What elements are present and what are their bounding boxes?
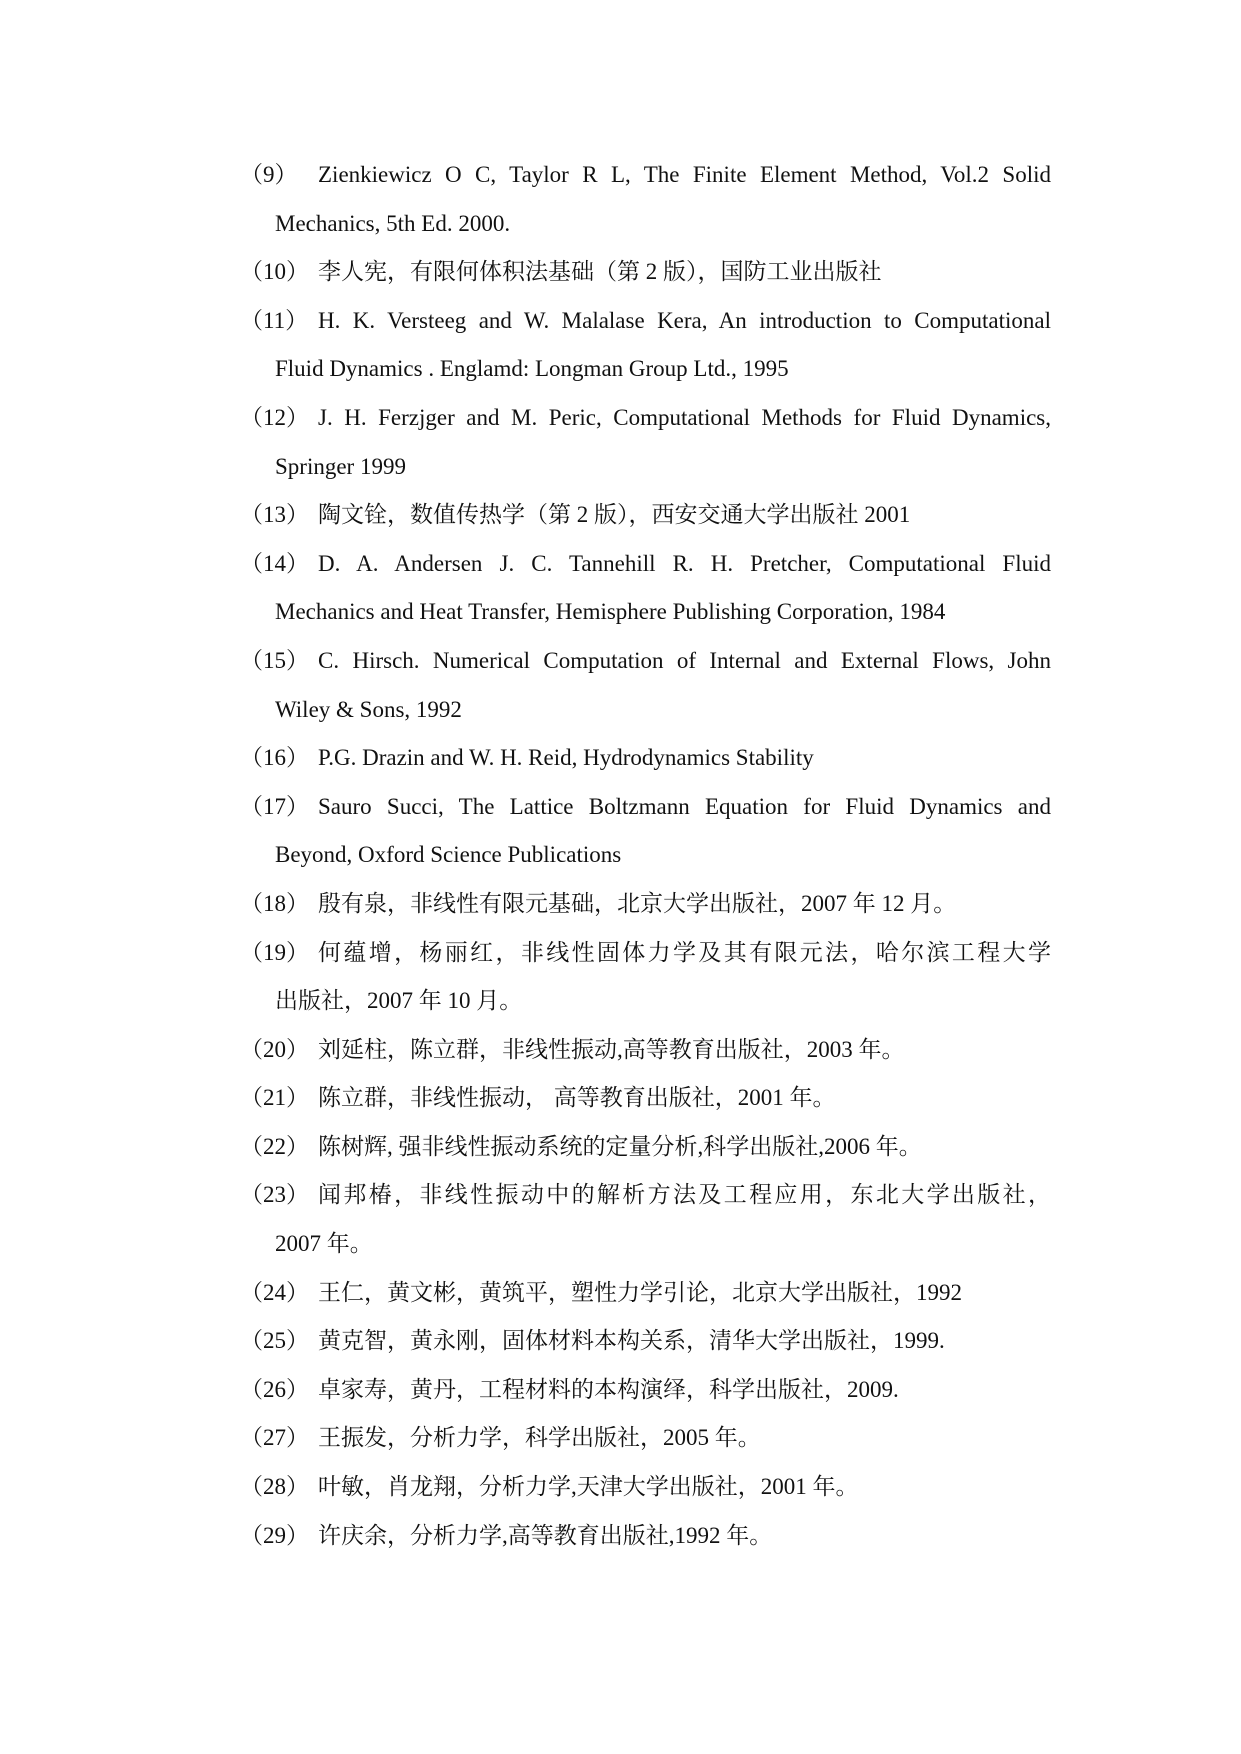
- reference-text: J. H. Ferzjger and M. Peric, Computational Methods for Fluid Dynamics,: [318, 404, 1051, 430]
- reference-entry: [240, 151, 1051, 248]
- reference-number: （18）: [240, 890, 309, 916]
- reference-text-continuation: Wiley & Sons, 1992: [275, 696, 462, 722]
- reference-text-continuation: Beyond, Oxford Science Publications: [275, 842, 622, 868]
- reference-number: （12）: [240, 404, 309, 430]
- reference-entry: [240, 394, 1051, 491]
- reference-text: H. K. Versteeg and W. Malalase Kera, An introduction to Computational: [318, 307, 1051, 333]
- reference-text: 殷有泉，非线性有限元基础，北京大学出版社，2007 年 12 月。: [318, 890, 957, 916]
- reference-text: D. A. Andersen J. C. Tannehill R. H. Pretcher, Computational Fluid: [318, 550, 1051, 576]
- reference-number: （14）: [240, 550, 309, 576]
- reference-text: 李人宪，有限何体积法基础（第 2 版），国防工业出版社: [318, 259, 882, 285]
- reference-entry: [240, 297, 1051, 394]
- reference-number: （10）: [240, 259, 309, 285]
- reference-text-continuation: Mechanics, 5th Ed. 2000.: [275, 210, 511, 236]
- reference-entry: [240, 1026, 1051, 1075]
- reference-entry: [240, 637, 1051, 734]
- reference-entry: [240, 1074, 1051, 1123]
- reference-text: 陈树辉, 强非线性振动系统的定量分析,科学出版社,2006 年。: [318, 1133, 922, 1159]
- reference-list: [240, 151, 1051, 1560]
- reference-number: （22）: [240, 1133, 309, 1159]
- reference-entry: [240, 1366, 1051, 1415]
- reference-number: （23）: [240, 1182, 309, 1208]
- reference-number: （19）: [240, 939, 309, 965]
- reference-text: 许庆余，分析力学,高等教育出版社,1992 年。: [318, 1522, 773, 1548]
- reference-entry: [240, 929, 1051, 1026]
- reference-text: 何蕴增，杨丽红，非线性固体力学及其有限元法，哈尔滨工程大学: [318, 939, 1051, 965]
- reference-number: （13）: [240, 502, 309, 528]
- reference-entry: [240, 1414, 1051, 1463]
- reference-text: C. Hirsch. Numerical Computation of Internal and External Flows, John: [318, 647, 1051, 673]
- reference-text-continuation: 2007 年。: [275, 1231, 373, 1257]
- reference-text: 黄克智，黄永刚，固体材料本构关系，清华大学出版社，1999.: [318, 1328, 945, 1354]
- reference-text-continuation: Fluid Dynamics . Englamd: Longman Group Ltd., 1995: [275, 356, 789, 382]
- reference-number: （21）: [240, 1085, 309, 1111]
- reference-number: （28）: [240, 1474, 309, 1500]
- reference-number: （20）: [240, 1036, 309, 1062]
- reference-entry: [240, 1317, 1051, 1366]
- reference-number: （15）: [240, 647, 309, 673]
- reference-entry: [240, 1512, 1051, 1561]
- reference-text: 王振发，分析力学，科学出版社，2005 年。: [318, 1425, 761, 1451]
- reference-entry: [240, 491, 1051, 540]
- reference-number: （17）: [240, 793, 309, 819]
- reference-entry: [240, 1269, 1051, 1318]
- reference-entry: [240, 1123, 1051, 1172]
- reference-text: 王仁，黄文彬，黄筑平，塑性力学引论，北京大学出版社，1992: [318, 1279, 962, 1305]
- reference-entry: [240, 783, 1051, 880]
- reference-text-continuation: Mechanics and Heat Transfer, Hemisphere Publishing Corporation, 1984: [275, 599, 946, 625]
- reference-number: （9）: [240, 162, 298, 187]
- reference-number: （16）: [240, 745, 309, 771]
- reference-text: 卓家寿，黄丹，工程材料的本构演绎，科学出版社，2009.: [318, 1376, 899, 1402]
- reference-entry: [240, 248, 1051, 297]
- reference-text: P.G. Drazin and W. H. Reid, Hydrodynamics Stability: [318, 745, 814, 771]
- reference-entry: [240, 880, 1051, 929]
- reference-number: （24）: [240, 1279, 309, 1305]
- reference-entry: [240, 1171, 1051, 1268]
- reference-text: 刘延柱，陈立群，非线性振动,高等教育出版社，2003 年。: [318, 1036, 905, 1062]
- reference-entry: [240, 734, 1051, 783]
- reference-entry: [240, 540, 1051, 637]
- reference-text: 叶敏，肖龙翔，分析力学,天津大学出版社，2001 年。: [318, 1474, 859, 1500]
- reference-number: （11）: [240, 307, 309, 333]
- reference-text: 陈立群，非线性振动， 高等教育出版社，2001 年。: [318, 1085, 836, 1111]
- reference-text: Zienkiewicz O C, Taylor R L, The Finite Element Method, Vol.2 Solid: [318, 162, 1051, 187]
- reference-text-continuation: 出版社，2007 年 10 月。: [275, 988, 523, 1014]
- reference-number: （25）: [240, 1328, 309, 1354]
- reference-text: Sauro Succi, The Lattice Boltzmann Equation for Fluid Dynamics and: [318, 793, 1051, 819]
- reference-entry: [240, 1463, 1051, 1512]
- reference-text-continuation: Springer 1999: [275, 453, 406, 479]
- reference-text: 闻邦椿，非线性振动中的解析方法及工程应用，东北大学出版社，: [318, 1182, 1051, 1208]
- reference-number: （26）: [240, 1376, 309, 1402]
- reference-text: 陶文铨，数值传热学（第 2 版），西安交通大学出版社 2001: [318, 502, 911, 528]
- reference-number: （29）: [240, 1522, 309, 1548]
- reference-number: （27）: [240, 1425, 309, 1451]
